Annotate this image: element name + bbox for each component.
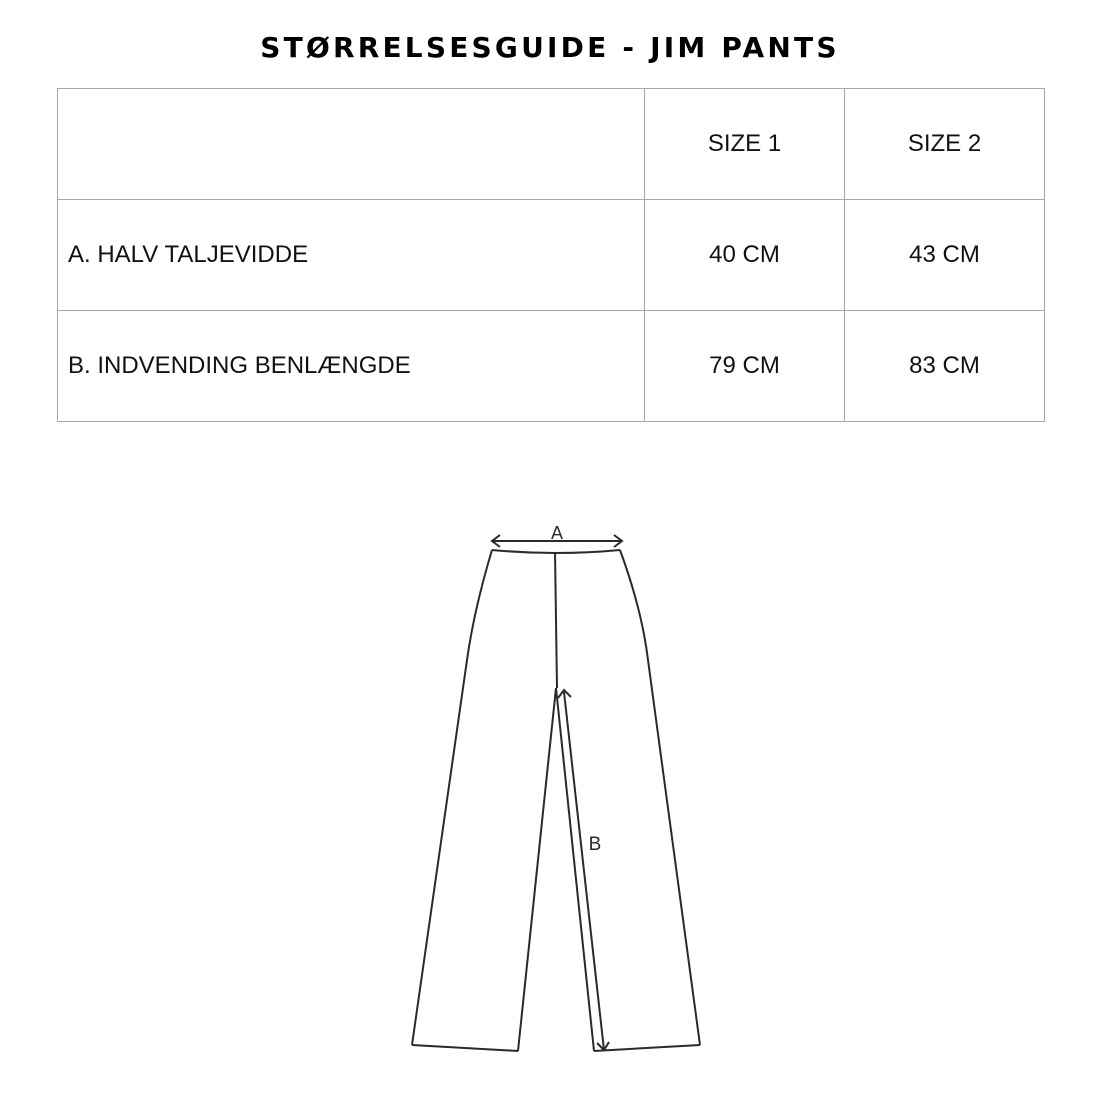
- header-empty-cell: [58, 89, 645, 200]
- waist-measure-arrow-icon: [492, 535, 622, 547]
- row-label-waist: A. HALV TALJEVIDDE: [58, 200, 645, 311]
- row-label-inseam: B. INDVENDING BENLÆNGDE: [58, 311, 645, 422]
- waist-size-1-value: 40 CM: [645, 200, 845, 311]
- label-a: A: [550, 523, 564, 543]
- label-b: B: [588, 834, 602, 855]
- page-title: STØRRELSESGUIDE - JIM PANTS: [260, 31, 840, 64]
- waist-size-2-value: 43 CM: [845, 200, 1045, 311]
- table-row: [58, 200, 1045, 311]
- inseam-size-1-value: 79 CM: [645, 311, 845, 422]
- inseam-size-2-value: 83 CM: [845, 311, 1045, 422]
- table-row: [58, 311, 1045, 422]
- pants-outline-icon: [412, 550, 700, 1051]
- size-table: [57, 88, 1045, 422]
- header-size-2: SIZE 2: [845, 89, 1045, 200]
- inseam-measure-arrow-icon: [558, 690, 609, 1050]
- header-size-1: SIZE 1: [645, 89, 845, 200]
- table-header-row: [58, 89, 1045, 200]
